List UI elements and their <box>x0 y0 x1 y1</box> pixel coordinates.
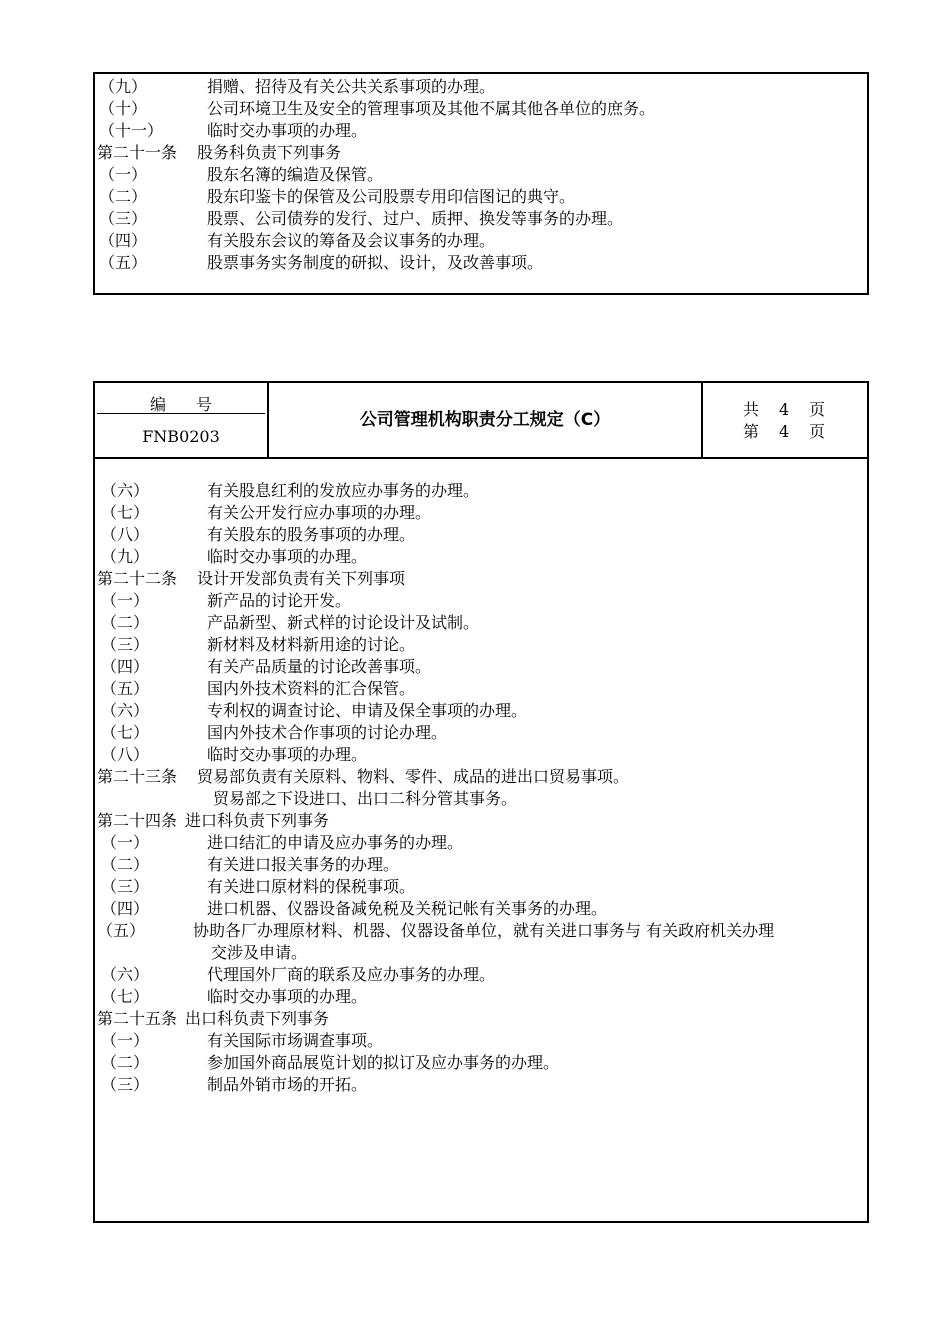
item-number: （八） <box>101 745 150 764</box>
item-number: （三） <box>101 877 150 896</box>
item-number: （七） <box>101 987 150 1006</box>
item-number: （十） <box>99 99 148 118</box>
item-text: 贸易部之下设进口、出口二科分管其事务。 <box>213 789 518 808</box>
item-text: 新材料及材料新用途的讨论。 <box>207 635 416 654</box>
current-page: 4 <box>779 422 790 441</box>
item-number: （七） <box>101 503 150 522</box>
article-number: 第二十一条 <box>97 143 178 162</box>
item-number: （八） <box>101 525 150 544</box>
article-number: 第二十四条 <box>97 811 178 830</box>
code-value: FNB0203 <box>142 427 220 446</box>
item-number: （二） <box>99 187 148 206</box>
item-text: 临时交办事项的办理。 <box>207 121 368 140</box>
article-text: 进口科负责下列事务 <box>185 811 330 830</box>
item-text: 专利权的调查讨论、申请及保全事项的办理。 <box>207 701 528 720</box>
item-text: 交涉及申请。 <box>211 943 308 962</box>
item-text: 公司环境卫生及安全的管理事项及其他不属其他各单位的庶务。 <box>207 99 656 118</box>
item-number: （二） <box>101 1053 150 1072</box>
total-label: 共 <box>743 400 760 419</box>
article-text: 股务科负责下列事务 <box>197 143 342 162</box>
item-text: 股票、公司债券的发行、过户、质押、换发等事务的办理。 <box>207 209 624 228</box>
item-number: （四） <box>99 231 148 250</box>
total-pages: 4 <box>779 400 790 419</box>
item-text: 代理国外厂商的联系及应办事务的办理。 <box>207 965 496 984</box>
item-number: （十一） <box>99 121 164 140</box>
article-number: 第二十二条 <box>97 569 178 588</box>
total-unit: 页 <box>809 400 826 419</box>
divider <box>97 413 265 414</box>
item-number: （六） <box>101 701 150 720</box>
item-number: （七） <box>101 723 150 742</box>
item-text: 临时交办事项的办理。 <box>207 745 368 764</box>
item-number: （五） <box>97 921 146 940</box>
item-text: 有关股东会议的筹备及会议事务的办理。 <box>207 231 496 250</box>
item-text: 有关国际市场调查事项。 <box>207 1031 384 1050</box>
item-text: 国内外技术合作事项的讨论办理。 <box>207 723 448 742</box>
item-text: 新产品的讨论开发。 <box>207 591 352 610</box>
item-text: 国内外技术资料的汇合保管。 <box>207 679 416 698</box>
item-number: （三） <box>99 209 148 228</box>
item-number: （二） <box>101 613 150 632</box>
current-page-row <box>743 421 825 443</box>
item-text: 有关公开发行应办事项的办理。 <box>207 503 432 522</box>
item-text: 临时交办事项的办理。 <box>207 547 368 566</box>
item-number: （九） <box>99 77 148 96</box>
item-number: （一） <box>101 1031 150 1050</box>
item-number: （四） <box>101 657 150 676</box>
item-text: 捐赠、招待及有关公共关系事项的办理。 <box>207 77 496 96</box>
item-number: （五） <box>101 679 150 698</box>
item-number: （一） <box>101 591 150 610</box>
item-number: （六） <box>101 481 150 500</box>
item-text: 产品新型、新式样的讨论设计及试制。 <box>207 613 480 632</box>
page-info <box>743 399 825 443</box>
document-title: 公司管理机构职责分工规定（C） <box>269 383 703 457</box>
item-text: 有关进口报关事务的办理。 <box>207 855 400 874</box>
item-number: （四） <box>101 899 150 918</box>
item-text: 临时交办事项的办理。 <box>207 987 368 1006</box>
item-number: （九） <box>101 547 150 566</box>
top-section <box>93 72 869 295</box>
article-text: 贸易部负责有关原料、物料、零件、成品的进出口贸易事项。 <box>197 767 630 786</box>
item-number: （三） <box>101 635 150 654</box>
article-number: 第二十三条 <box>97 767 178 786</box>
code-cell <box>95 383 269 457</box>
item-number: （五） <box>99 253 148 272</box>
item-text: 进口结汇的申请及应办事务的办理。 <box>207 833 464 852</box>
item-number: （三） <box>101 1075 150 1094</box>
item-number: （六） <box>101 965 150 984</box>
item-text: 进口机器、仪器设备减免税及关税记帐有关事务的办理。 <box>207 899 608 918</box>
item-text: 有关产品质量的讨论改善事项。 <box>207 657 432 676</box>
article-text: 出口科负责下列事务 <box>185 1009 330 1028</box>
current-label: 第 <box>743 422 760 441</box>
code-label: 编号 <box>149 395 242 414</box>
main-section <box>93 381 869 1223</box>
item-text: 股东印鉴卡的保管及公司股票专用印信图记的典守。 <box>207 187 576 206</box>
item-text: 股票事务实务制度的研拟、设计，及改善事项。 <box>207 253 544 272</box>
item-number: （一） <box>101 833 150 852</box>
article-text: 设计开发部负责有关下列事项 <box>197 569 406 588</box>
item-text: 协助各厂办理原材料、机器、仪器设备单位，就有关进口事务与 有关政府机关办理 <box>193 921 775 940</box>
item-text: 制品外销市场的开拓。 <box>207 1075 368 1094</box>
item-text: 有关进口原材料的保税事项。 <box>207 877 416 896</box>
item-number: （一） <box>99 165 148 184</box>
total-pages-row <box>743 399 825 421</box>
current-unit: 页 <box>809 422 826 441</box>
item-number: （二） <box>101 855 150 874</box>
item-text: 有关股息红利的发放应办事务的办理。 <box>207 481 480 500</box>
document-header <box>95 383 867 459</box>
article-number: 第二十五条 <box>97 1009 178 1028</box>
item-text: 股东名簿的编造及保管。 <box>207 165 384 184</box>
item-text: 有关股东的股务事项的办理。 <box>207 525 416 544</box>
item-text: 参加国外商品展览计划的拟订及应办事务的办理。 <box>207 1053 560 1072</box>
